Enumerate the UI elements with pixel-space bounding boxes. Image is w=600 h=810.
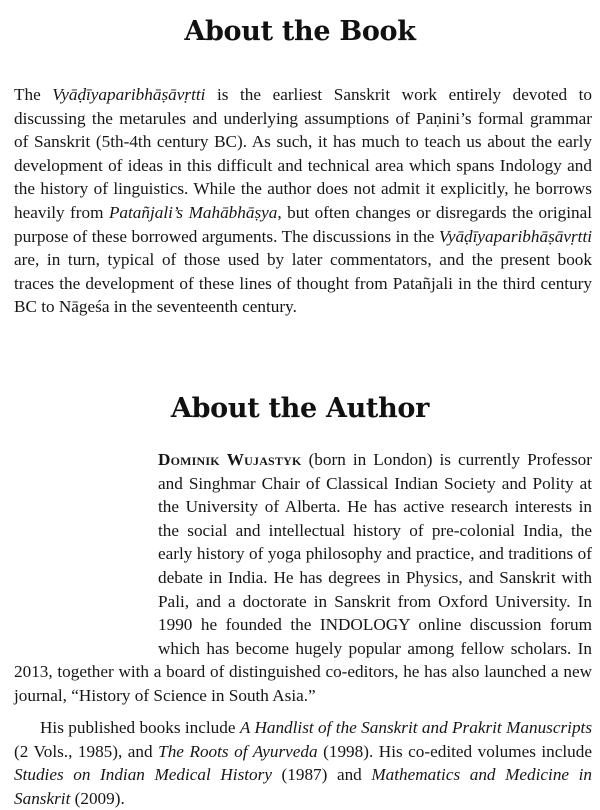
text-run: is the earliest Sanskrit work entirely devoted to discussing the metarules and underlying assumptions of Paṇini’s formal grammar of Sanskrit (5th-4th century BC). As such, it has much to teach us about the early development of ideas in this difficult and technical area which spans Indology and the history of linguistics. While the author does not admit it explicitly, he borrows heavily from bbox=[14, 85, 592, 222]
author-bio-text: (born in London) is currently Professor and Singhmar Chair of Classical Indian Society and Polity at the University of Alberta. He has active research interests in the social and intellectual history of pre-colonial India, the early history of yoga philosophy and practice, and traditions of debate in India. He has degrees in Physics, and Sanskrit with Pali, and a doctorate in Sanskrit from Oxford University. In 1990 he founded the INDOLOGY online discussion forum which has become hugely popular among fellow scholars. In 2013, together with a board of distinguished co-editors, he has also launched a new journal, “History of Science in South Asia.” bbox=[14, 450, 592, 705]
text-run: The bbox=[14, 85, 53, 104]
author-name: Dominik Wujastyk bbox=[158, 450, 302, 469]
text-run: (1998). His co-edited volumes include bbox=[317, 741, 592, 761]
work-title: Vyāḍīyaparibhāṣāvṛtti bbox=[438, 226, 592, 246]
work-title: Patañjali’s Mahābhāṣya bbox=[108, 202, 278, 222]
about-author-heading: About the Author bbox=[170, 393, 430, 424]
text-run: His published books include bbox=[40, 718, 240, 737]
photo-space bbox=[14, 448, 158, 660]
publication-title: The Roots of Ayurveda bbox=[158, 741, 318, 761]
author-publications-paragraph bbox=[14, 716, 592, 810]
text-run: (2009). bbox=[70, 788, 125, 808]
text-run: (2 Vols., 1985), and bbox=[14, 741, 159, 761]
about-book-paragraph bbox=[14, 83, 592, 319]
publication-title: Studies on Indian Medical History bbox=[14, 765, 272, 785]
author-bio-paragraph bbox=[14, 448, 592, 708]
text-run: , but often changes or disregards the original purpose of these borrowed arguments. The discussions in the bbox=[14, 202, 592, 246]
text-run: are, in turn, typical of those used by later commentators, and the present book traces the development of these lines of thought from Patañjali in the third century BC to Nāgeśa in the seventeenth century. bbox=[14, 250, 592, 317]
work-title: Vyāḍīyaparibhāṣāvṛtti bbox=[52, 85, 206, 104]
text-run: (1987) and bbox=[271, 765, 372, 785]
publication-title: Mathematics and Medicine in Sanskrit bbox=[14, 765, 593, 808]
about-book-heading: About the Book bbox=[184, 16, 416, 47]
publication-title: A Handlist of the Sanskrit and Prakrit Manuscripts bbox=[239, 718, 593, 737]
